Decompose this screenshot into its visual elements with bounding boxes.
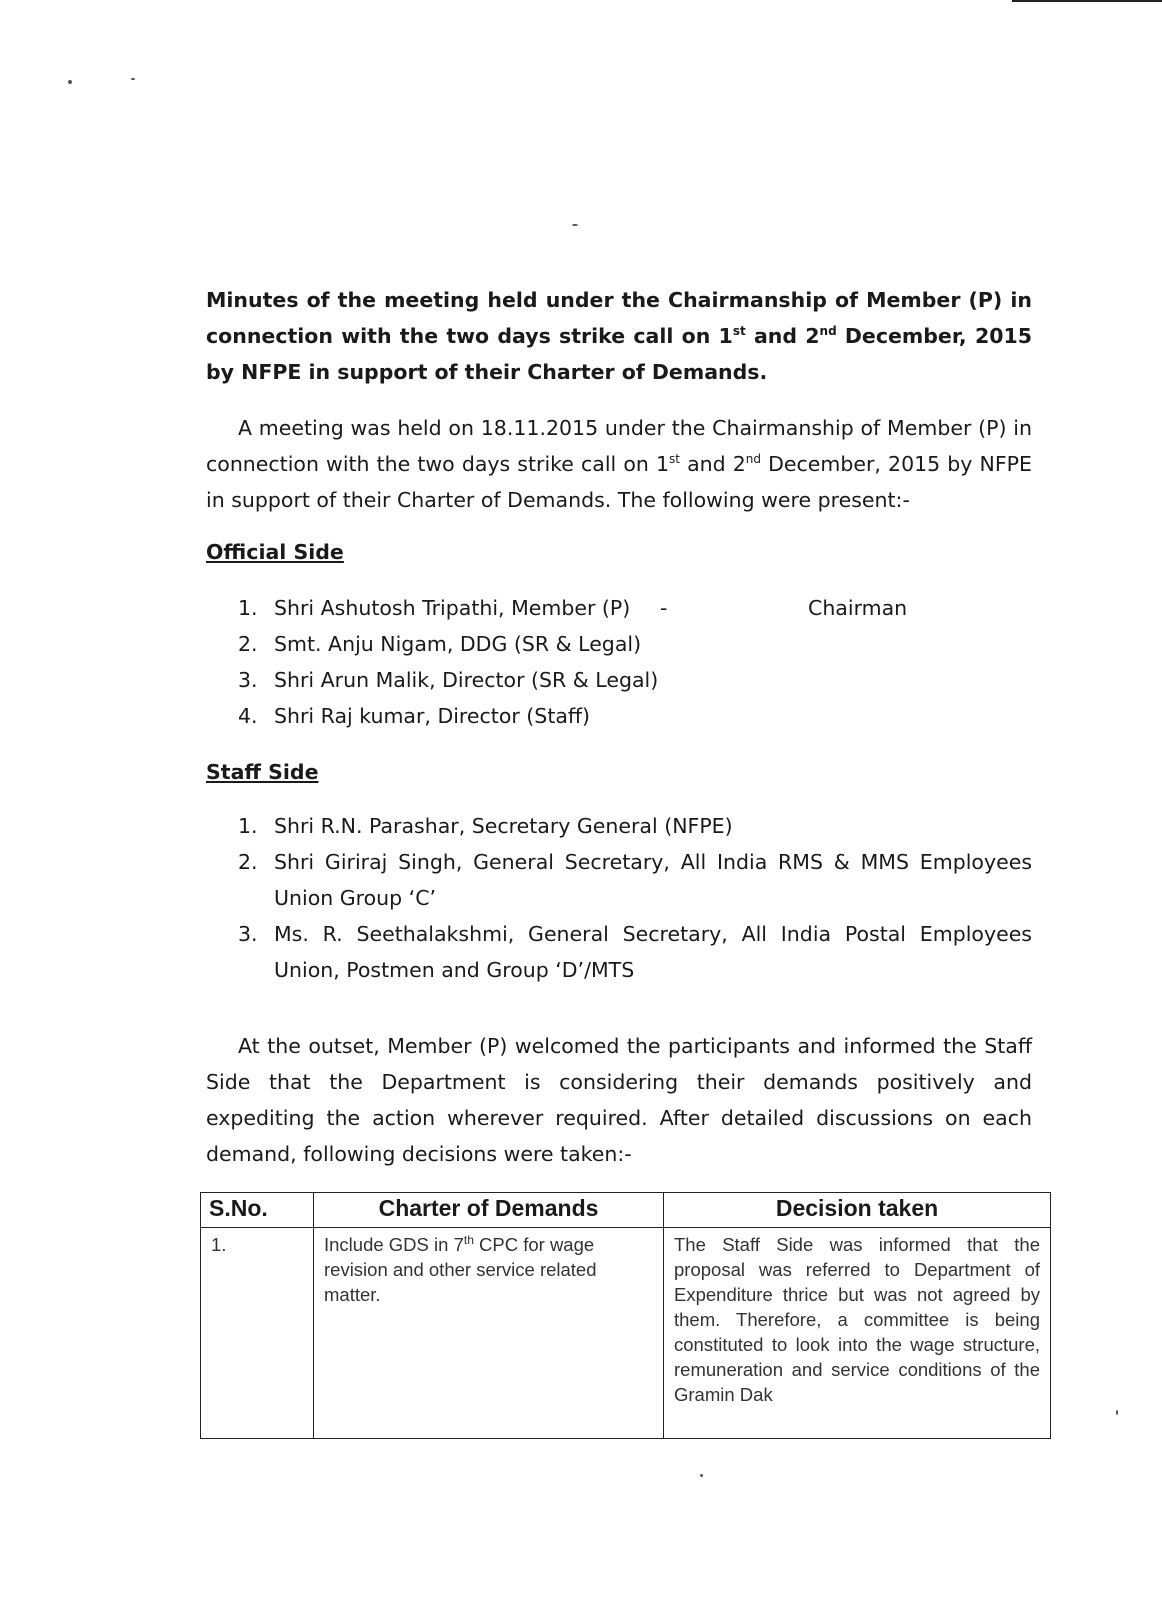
intro-paragraph: A meeting was held on 18.11.2015 under the Chairmanship of Member (P) in connection with the two days strike call on 1st and 2nd December, 2015 by NFPE in support of their Charter of Demands. The following were present:- bbox=[206, 416, 1032, 512]
staff-side-heading: Staff Side bbox=[206, 760, 319, 784]
list-item: 4. Shri Raj kumar, Director (Staff) bbox=[238, 704, 591, 728]
table-row bbox=[201, 1228, 1051, 1439]
list-item: 3. Shri Arun Malik, Director (SR & Legal) bbox=[238, 668, 659, 692]
attendee-role: Chairman bbox=[808, 596, 908, 620]
cell-demand: Include GDS in 7th CPC for wage revision and other service related matter. bbox=[314, 1228, 664, 1439]
staff-side-list bbox=[238, 808, 1032, 988]
outset-paragraph: At the outset, Member (P) welcomed the participants and informed the Staff Side that the Department is considering their demands positively and expediting the action wherever required. After detailed discussions on each demand, following decisions were taken:- bbox=[206, 1034, 1032, 1166]
header-charter: Charter of Demands bbox=[314, 1193, 664, 1228]
table-header-row bbox=[201, 1193, 1051, 1228]
attendee-name: Shri Giriraj Singh, General Secretary, All India RMS & MMS Employees Union Group ‘C’ bbox=[274, 850, 1032, 910]
scan-speck bbox=[1116, 1410, 1118, 1415]
attendee-name: Shri Raj kumar, Director (Staff) bbox=[274, 704, 591, 728]
attendee-name: Shri Arun Malik, Director (SR & Legal) bbox=[274, 668, 659, 692]
attendee-name: Shri R.N. Parashar, Secretary General (NFPE) bbox=[274, 814, 733, 838]
header-sno: S.No. bbox=[201, 1193, 314, 1228]
scan-speck bbox=[68, 80, 72, 84]
document-title: Minutes of the meeting held under the Chairmanship of Member (P) in connection with the two days strike call on 1st and 2nd December, 2015 by NFPE in support of their Charter of Demands. bbox=[206, 288, 1032, 384]
header-decision: Decision taken bbox=[664, 1193, 1051, 1228]
official-side-heading: Official Side bbox=[206, 540, 344, 564]
list-item: 3. Ms. R. Seethalakshmi, General Secretary, All India Postal Employees Union, Postmen and Group ‘D’/MTS bbox=[238, 922, 1032, 982]
attendee-name: Shri Ashutosh Tripathi, Member (P) bbox=[274, 596, 631, 620]
cell-sno: 1. bbox=[201, 1228, 314, 1439]
scan-speck bbox=[131, 78, 135, 80]
official-side-list bbox=[238, 590, 1032, 734]
list-item: 1. Shri Ashutosh Tripathi, Member (P) - Chairman bbox=[238, 590, 1032, 626]
cell-decision: The Staff Side was informed that the proposal was referred to Department of Expenditure thrice but was not agreed by them. Therefore, a committee is being constituted to look into the wage structure, remuneration and service conditions of the Gramin Dak bbox=[664, 1228, 1051, 1439]
attendee-name: Smt. Anju Nigam, DDG (SR & Legal) bbox=[274, 632, 642, 656]
scan-edge-line bbox=[1012, 0, 1162, 2]
list-item: 1. Shri R.N. Parashar, Secretary General (NFPE) bbox=[238, 814, 733, 838]
list-item: 2. Smt. Anju Nigam, DDG (SR & Legal) bbox=[238, 632, 642, 656]
scan-speck bbox=[572, 224, 578, 226]
scan-speck bbox=[700, 1474, 703, 1477]
decisions-table bbox=[200, 1192, 1051, 1439]
attendee-name: Ms. R. Seethalakshmi, General Secretary, All India Postal Employees Union, Postmen and Group ‘D’/MTS bbox=[274, 922, 1032, 982]
list-item: 2. Shri Giriraj Singh, General Secretary, All India RMS & MMS Employees Union Group ‘C’ bbox=[238, 850, 1032, 910]
role-dash: - bbox=[660, 596, 668, 620]
